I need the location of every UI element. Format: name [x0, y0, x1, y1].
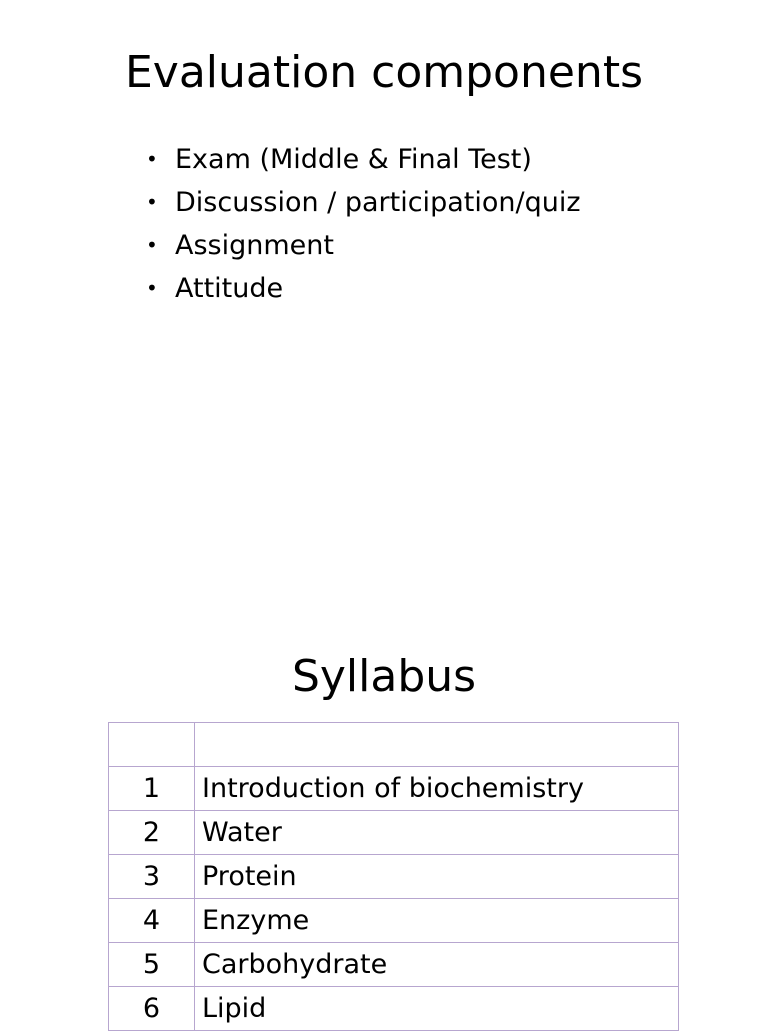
row-number: 3	[109, 855, 195, 899]
evaluation-item-label: Assignment	[175, 230, 334, 261]
table-header-row	[109, 723, 679, 767]
table-row	[109, 811, 679, 855]
evaluation-title: Evaluation components	[125, 47, 643, 98]
table-row	[109, 899, 679, 943]
evaluation-item	[146, 224, 581, 267]
evaluation-item	[146, 267, 581, 310]
row-number: 5	[109, 943, 195, 987]
row-topic: Lipid	[195, 987, 679, 1031]
evaluation-item	[146, 181, 581, 224]
row-number: 6	[109, 987, 195, 1031]
evaluation-item-label: Discussion / participation/quiz	[175, 187, 581, 218]
syllabus-title: Syllabus	[291, 651, 477, 702]
row-topic: Introduction of biochemistry	[195, 767, 679, 811]
syllabus-table	[108, 722, 679, 1031]
evaluation-item-label: Attitude	[175, 273, 284, 304]
row-topic: Water	[195, 811, 679, 855]
header-cell-number	[109, 723, 195, 767]
bullet-icon: •	[146, 276, 158, 300]
row-number: 1	[109, 767, 195, 811]
bullet-icon: •	[146, 190, 158, 214]
table-row	[109, 855, 679, 899]
row-topic: Carbohydrate	[195, 943, 679, 987]
row-number: 4	[109, 899, 195, 943]
bullet-icon: •	[146, 233, 158, 257]
header-cell-topic	[195, 723, 679, 767]
evaluation-item	[146, 138, 581, 181]
row-number: 2	[109, 811, 195, 855]
row-topic: Protein	[195, 855, 679, 899]
table-row	[109, 767, 679, 811]
bullet-icon: •	[146, 147, 158, 171]
evaluation-item-label: Exam (Middle & Final Test)	[175, 144, 532, 175]
table-row	[109, 943, 679, 987]
evaluation-list	[146, 138, 581, 310]
row-topic: Enzyme	[195, 899, 679, 943]
